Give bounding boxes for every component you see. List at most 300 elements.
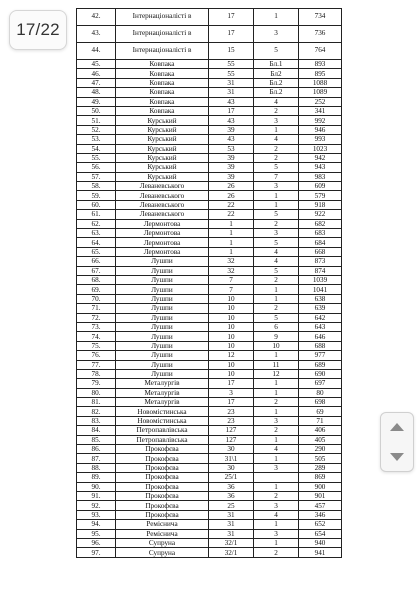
row-number-cell: 75. — [77, 341, 116, 350]
street-name-cell: Курський — [116, 135, 209, 144]
street-name-cell: Прокофєва — [116, 473, 209, 482]
street-name-cell: Реміснича — [116, 529, 209, 538]
table-row — [77, 304, 342, 313]
house-number-cell: 23 — [209, 407, 254, 416]
apartment-number-cell: 646 — [299, 332, 342, 341]
row-number-cell: 87. — [77, 454, 116, 463]
street-name-cell: Супруна — [116, 538, 209, 547]
apartment-number-cell: 652 — [299, 520, 342, 529]
street-name-cell: Лушпи — [116, 322, 209, 331]
table-row — [77, 153, 342, 162]
street-name-cell: Прокофєва — [116, 445, 209, 454]
apartment-number-cell: 941 — [299, 548, 342, 557]
entrance-number-cell: 11 — [254, 360, 299, 369]
apartment-number-cell: 764 — [299, 43, 342, 60]
table-row — [77, 219, 342, 228]
table-row — [77, 257, 342, 266]
entrance-number-cell: 1 — [254, 388, 299, 397]
entrance-number-cell: 3 — [254, 182, 299, 191]
entrance-number-cell: 5 — [254, 43, 299, 60]
page-indicator: 17/22 — [9, 10, 67, 50]
table-row — [77, 407, 342, 416]
table-row — [77, 106, 342, 115]
apartment-number-cell: 697 — [299, 379, 342, 388]
apartment-number-cell: 639 — [299, 304, 342, 313]
row-number-cell: 64. — [77, 238, 116, 247]
street-name-cell: Леваневського — [116, 200, 209, 209]
entrance-number-cell: 2 — [254, 219, 299, 228]
apartment-number-cell: 895 — [299, 69, 342, 78]
table-row — [77, 426, 342, 435]
row-number-cell: 57. — [77, 172, 116, 181]
row-number-cell: 80. — [77, 388, 116, 397]
table-row — [77, 78, 342, 87]
scroll-up-icon[interactable] — [390, 423, 404, 431]
street-name-cell: Лермонтова — [116, 219, 209, 228]
entrance-number-cell: Бл.1 — [254, 60, 299, 69]
row-number-cell: 66. — [77, 257, 116, 266]
row-number-cell: 96. — [77, 538, 116, 547]
street-name-cell: Лермонтова — [116, 238, 209, 247]
street-name-cell: Прокофєва — [116, 491, 209, 500]
house-number-cell: 32/1 — [209, 538, 254, 547]
table-row — [77, 229, 342, 238]
house-number-cell: 31 — [209, 529, 254, 538]
row-number-cell: 44. — [77, 43, 116, 60]
house-number-cell: 26 — [209, 191, 254, 200]
street-name-cell: Лермонтова — [116, 229, 209, 238]
street-name-cell: Прокофєва — [116, 454, 209, 463]
entrance-number-cell: 1 — [254, 351, 299, 360]
apartment-number-cell: 289 — [299, 463, 342, 472]
entrance-number-cell: 1 — [254, 454, 299, 463]
street-name-cell: Прокофєва — [116, 501, 209, 510]
entrance-number-cell: 3 — [254, 463, 299, 472]
table-row — [77, 182, 342, 191]
table-row — [77, 435, 342, 444]
row-number-cell: 81. — [77, 398, 116, 407]
row-number-cell: 68. — [77, 275, 116, 284]
entrance-number-cell: 2 — [254, 153, 299, 162]
house-number-cell: 127 — [209, 435, 254, 444]
row-number-cell: 82. — [77, 407, 116, 416]
street-name-cell: Металургів — [116, 379, 209, 388]
table-row — [77, 473, 342, 482]
house-number-cell: 31 — [209, 78, 254, 87]
entrance-number-cell: 5 — [254, 313, 299, 322]
street-name-cell: Прокофєва — [116, 463, 209, 472]
house-number-cell: 10 — [209, 322, 254, 331]
table-row — [77, 445, 342, 454]
row-number-cell: 53. — [77, 135, 116, 144]
house-number-cell: 25/1 — [209, 473, 254, 482]
entrance-number-cell — [254, 473, 299, 482]
street-name-cell: Лушпи — [116, 341, 209, 350]
table-row — [77, 9, 342, 26]
table-row — [77, 116, 342, 125]
row-number-cell: 61. — [77, 210, 116, 219]
entrance-number-cell: 4 — [254, 135, 299, 144]
row-number-cell: 48. — [77, 88, 116, 97]
table-row — [77, 163, 342, 172]
street-name-cell: Лушпи — [116, 304, 209, 313]
row-number-cell: 90. — [77, 482, 116, 491]
table-row — [77, 97, 342, 106]
apartment-number-cell: 1039 — [299, 275, 342, 284]
house-number-cell: 1 — [209, 247, 254, 256]
street-name-cell: Леваневського — [116, 210, 209, 219]
street-name-cell: Лушпи — [116, 275, 209, 284]
house-number-cell: 39 — [209, 163, 254, 172]
apartment-number-cell: 80 — [299, 388, 342, 397]
street-name-cell: Ковпака — [116, 69, 209, 78]
apartment-number-cell: 682 — [299, 219, 342, 228]
entrance-number-cell: 4 — [254, 445, 299, 454]
table-row — [77, 379, 342, 388]
table-row — [77, 454, 342, 463]
row-number-cell: 54. — [77, 144, 116, 153]
apartment-number-cell: 689 — [299, 360, 342, 369]
table-row — [77, 491, 342, 500]
entrance-number-cell: 1 — [254, 200, 299, 209]
apartment-number-cell: 874 — [299, 266, 342, 275]
row-number-cell: 85. — [77, 435, 116, 444]
entrance-number-cell: 4 — [254, 510, 299, 519]
row-number-cell: 62. — [77, 219, 116, 228]
table-row — [77, 191, 342, 200]
house-number-cell: 31 — [209, 88, 254, 97]
row-number-cell: 89. — [77, 473, 116, 482]
house-number-cell: 10 — [209, 341, 254, 350]
table-row — [77, 548, 342, 557]
row-number-cell: 76. — [77, 351, 116, 360]
house-number-cell: 1 — [209, 219, 254, 228]
apartment-number-cell: 642 — [299, 313, 342, 322]
table-row — [77, 398, 342, 407]
row-number-cell: 65. — [77, 247, 116, 256]
row-number-cell: 60. — [77, 200, 116, 209]
entrance-number-cell: 1 — [254, 9, 299, 26]
street-name-cell: Ковпака — [116, 88, 209, 97]
entrance-number-cell: 1 — [254, 435, 299, 444]
entrance-number-cell: 2 — [254, 144, 299, 153]
house-number-cell: 31 — [209, 510, 254, 519]
apartment-number-cell: 922 — [299, 210, 342, 219]
house-number-cell: 1 — [209, 229, 254, 238]
table-row — [77, 313, 342, 322]
entrance-number-cell: 3 — [254, 416, 299, 425]
apartment-number-cell: 405 — [299, 435, 342, 444]
house-number-cell: 55 — [209, 60, 254, 69]
row-number-cell: 92. — [77, 501, 116, 510]
entrance-number-cell: 1 — [254, 538, 299, 547]
entrance-number-cell: Бл2 — [254, 69, 299, 78]
house-number-cell: 17 — [209, 106, 254, 115]
apartment-number-cell: 69 — [299, 407, 342, 416]
row-number-cell: 59. — [77, 191, 116, 200]
entrance-number-cell: 1 — [254, 482, 299, 491]
row-number-cell: 94. — [77, 520, 116, 529]
table-row — [77, 69, 342, 78]
table-row — [77, 463, 342, 472]
apartment-number-cell: 869 — [299, 473, 342, 482]
row-number-cell: 67. — [77, 266, 116, 275]
apartment-number-cell: 688 — [299, 341, 342, 350]
table-row — [77, 351, 342, 360]
entrance-number-cell: 2 — [254, 304, 299, 313]
house-number-cell: 26 — [209, 182, 254, 191]
table-row — [77, 520, 342, 529]
apartment-number-cell: 290 — [299, 445, 342, 454]
apartment-number-cell: 1023 — [299, 144, 342, 153]
row-number-cell: 77. — [77, 360, 116, 369]
street-name-cell: Курський — [116, 153, 209, 162]
apartment-number-cell: 654 — [299, 529, 342, 538]
table-row — [77, 388, 342, 397]
street-name-cell: Лушпи — [116, 369, 209, 378]
entrance-number-cell: 2 — [254, 106, 299, 115]
street-name-cell: Петропавлівська — [116, 426, 209, 435]
row-number-cell: 55. — [77, 153, 116, 162]
row-number-cell: 51. — [77, 116, 116, 125]
table-row — [77, 538, 342, 547]
scroll-control — [380, 412, 414, 472]
table-row — [77, 200, 342, 209]
entrance-number-cell: 7 — [254, 172, 299, 181]
house-number-cell: 10 — [209, 360, 254, 369]
table-row — [77, 88, 342, 97]
apartment-number-cell: 684 — [299, 238, 342, 247]
table-row — [77, 285, 342, 294]
apartment-number-cell: 609 — [299, 182, 342, 191]
entrance-number-cell: 1 — [254, 191, 299, 200]
apartment-number-cell: 341 — [299, 106, 342, 115]
house-number-cell: 43 — [209, 97, 254, 106]
house-number-cell: 32 — [209, 257, 254, 266]
entrance-number-cell: 5 — [254, 238, 299, 247]
table-row — [77, 60, 342, 69]
entrance-number-cell: 6 — [254, 322, 299, 331]
street-name-cell: Ковпака — [116, 106, 209, 115]
house-number-cell: 10 — [209, 304, 254, 313]
apartment-number-cell: 873 — [299, 257, 342, 266]
table-row — [77, 341, 342, 350]
house-number-cell: 36 — [209, 491, 254, 500]
apartment-number-cell: 638 — [299, 294, 342, 303]
street-name-cell: Лушпи — [116, 332, 209, 341]
row-number-cell: 91. — [77, 491, 116, 500]
apartment-number-cell: 406 — [299, 426, 342, 435]
apartment-number-cell: 992 — [299, 116, 342, 125]
apartment-number-cell: 1089 — [299, 88, 342, 97]
entrance-number-cell: 1 — [254, 285, 299, 294]
apartment-number-cell: 690 — [299, 369, 342, 378]
row-number-cell: 70. — [77, 294, 116, 303]
entrance-number-cell: 5 — [254, 266, 299, 275]
apartment-number-cell: 900 — [299, 482, 342, 491]
street-name-cell: Леваневського — [116, 182, 209, 191]
table-row — [77, 135, 342, 144]
house-number-cell: 32 — [209, 266, 254, 275]
row-number-cell: 74. — [77, 332, 116, 341]
street-name-cell: Інтернаціоналісті в — [116, 9, 209, 26]
row-number-cell: 52. — [77, 125, 116, 134]
house-number-cell: 39 — [209, 172, 254, 181]
table-row — [77, 294, 342, 303]
street-name-cell: Лушпи — [116, 294, 209, 303]
row-number-cell: 56. — [77, 163, 116, 172]
street-name-cell: Лермонтова — [116, 247, 209, 256]
row-number-cell: 50. — [77, 106, 116, 115]
entrance-number-cell: 1 — [254, 379, 299, 388]
entrance-number-cell: 3 — [254, 529, 299, 538]
row-number-cell: 79. — [77, 379, 116, 388]
street-name-cell: Лушпи — [116, 285, 209, 294]
apartment-number-cell: 1088 — [299, 78, 342, 87]
entrance-number-cell: 1 — [254, 520, 299, 529]
entrance-number-cell: 5 — [254, 163, 299, 172]
row-number-cell: 83. — [77, 416, 116, 425]
entrance-number-cell: Бл.2 — [254, 78, 299, 87]
house-number-cell: 53 — [209, 144, 254, 153]
entrance-number-cell: 1 — [254, 407, 299, 416]
house-number-cell: 17 — [209, 9, 254, 26]
apartment-number-cell: 579 — [299, 191, 342, 200]
street-name-cell: Прокофєва — [116, 482, 209, 491]
table-row — [77, 125, 342, 134]
row-number-cell: 84. — [77, 426, 116, 435]
street-name-cell: Курський — [116, 163, 209, 172]
entrance-number-cell: 2 — [254, 275, 299, 284]
row-number-cell: 95. — [77, 529, 116, 538]
house-number-cell: 10 — [209, 313, 254, 322]
apartment-number-cell: 734 — [299, 9, 342, 26]
apartment-number-cell: 252 — [299, 97, 342, 106]
table-row — [77, 332, 342, 341]
table-row — [77, 322, 342, 331]
entrance-number-cell: 5 — [254, 210, 299, 219]
table-row — [77, 416, 342, 425]
street-name-cell: Лушпи — [116, 351, 209, 360]
entrance-number-cell: 2 — [254, 491, 299, 500]
table-row — [77, 369, 342, 378]
table-row — [77, 26, 342, 43]
row-number-cell: 78. — [77, 369, 116, 378]
house-number-cell: 43 — [209, 135, 254, 144]
house-number-cell: 30 — [209, 445, 254, 454]
address-table-body — [77, 9, 342, 558]
apartment-number-cell: 668 — [299, 247, 342, 256]
scroll-down-icon[interactable] — [390, 453, 404, 461]
entrance-number-cell: 12 — [254, 369, 299, 378]
row-number-cell: 69. — [77, 285, 116, 294]
house-number-cell: 12 — [209, 351, 254, 360]
apartment-number-cell: 977 — [299, 351, 342, 360]
row-number-cell: 42. — [77, 9, 116, 26]
house-number-cell: 17 — [209, 26, 254, 43]
apartment-number-cell: 943 — [299, 163, 342, 172]
row-number-cell: 49. — [77, 97, 116, 106]
house-number-cell: 3 — [209, 388, 254, 397]
table-row — [77, 529, 342, 538]
address-table — [76, 8, 342, 558]
apartment-number-cell: 698 — [299, 398, 342, 407]
house-number-cell: 7 — [209, 275, 254, 284]
row-number-cell: 46. — [77, 69, 116, 78]
house-number-cell: 10 — [209, 294, 254, 303]
apartment-number-cell: 942 — [299, 153, 342, 162]
house-number-cell: 10 — [209, 369, 254, 378]
entrance-number-cell: 10 — [254, 341, 299, 350]
table-row — [77, 43, 342, 60]
row-number-cell: 71. — [77, 304, 116, 313]
apartment-number-cell: 643 — [299, 322, 342, 331]
entrance-number-cell: 2 — [254, 426, 299, 435]
street-name-cell: Новомістинська — [116, 407, 209, 416]
table-row — [77, 247, 342, 256]
house-number-cell: 23 — [209, 416, 254, 425]
row-number-cell: 97. — [77, 548, 116, 557]
house-number-cell: 10 — [209, 332, 254, 341]
house-number-cell: 25 — [209, 501, 254, 510]
row-number-cell: 58. — [77, 182, 116, 191]
entrance-number-cell: 1 — [254, 125, 299, 134]
house-number-cell: 127 — [209, 426, 254, 435]
street-name-cell: Лушпи — [116, 266, 209, 275]
apartment-number-cell: 983 — [299, 172, 342, 181]
table-row — [77, 238, 342, 247]
house-number-cell: 22 — [209, 210, 254, 219]
apartment-number-cell: 1041 — [299, 285, 342, 294]
entrance-number-cell: 3 — [254, 116, 299, 125]
house-number-cell: 39 — [209, 125, 254, 134]
entrance-number-cell: Бл.2 — [254, 88, 299, 97]
entrance-number-cell: 3 — [254, 501, 299, 510]
street-name-cell: Металургів — [116, 388, 209, 397]
street-name-cell: Ковпака — [116, 60, 209, 69]
row-number-cell: 63. — [77, 229, 116, 238]
apartment-number-cell: 683 — [299, 229, 342, 238]
house-number-cell: 17 — [209, 379, 254, 388]
table-row — [77, 501, 342, 510]
house-number-cell: 30 — [209, 463, 254, 472]
table-row — [77, 510, 342, 519]
entrance-number-cell: 3 — [254, 26, 299, 43]
row-number-cell: 88. — [77, 463, 116, 472]
street-name-cell: Інтернаціоналісті в — [116, 26, 209, 43]
entrance-number-cell: 1 — [254, 294, 299, 303]
street-name-cell: Ковпака — [116, 78, 209, 87]
street-name-cell: Петропавлівська — [116, 435, 209, 444]
house-number-cell: 32/1 — [209, 548, 254, 557]
street-name-cell: Ковпака — [116, 97, 209, 106]
row-number-cell: 45. — [77, 60, 116, 69]
entrance-number-cell: 3 — [254, 229, 299, 238]
table-row — [77, 482, 342, 491]
row-number-cell: 73. — [77, 322, 116, 331]
house-number-cell: 31 — [209, 520, 254, 529]
entrance-number-cell: 2 — [254, 548, 299, 557]
row-number-cell: 72. — [77, 313, 116, 322]
house-number-cell: 17 — [209, 398, 254, 407]
street-name-cell: Реміснича — [116, 520, 209, 529]
entrance-number-cell: 9 — [254, 332, 299, 341]
house-number-cell: 36 — [209, 482, 254, 491]
row-number-cell: 43. — [77, 26, 116, 43]
house-number-cell: 7 — [209, 285, 254, 294]
apartment-number-cell: 457 — [299, 501, 342, 510]
street-name-cell: Супруна — [116, 548, 209, 557]
